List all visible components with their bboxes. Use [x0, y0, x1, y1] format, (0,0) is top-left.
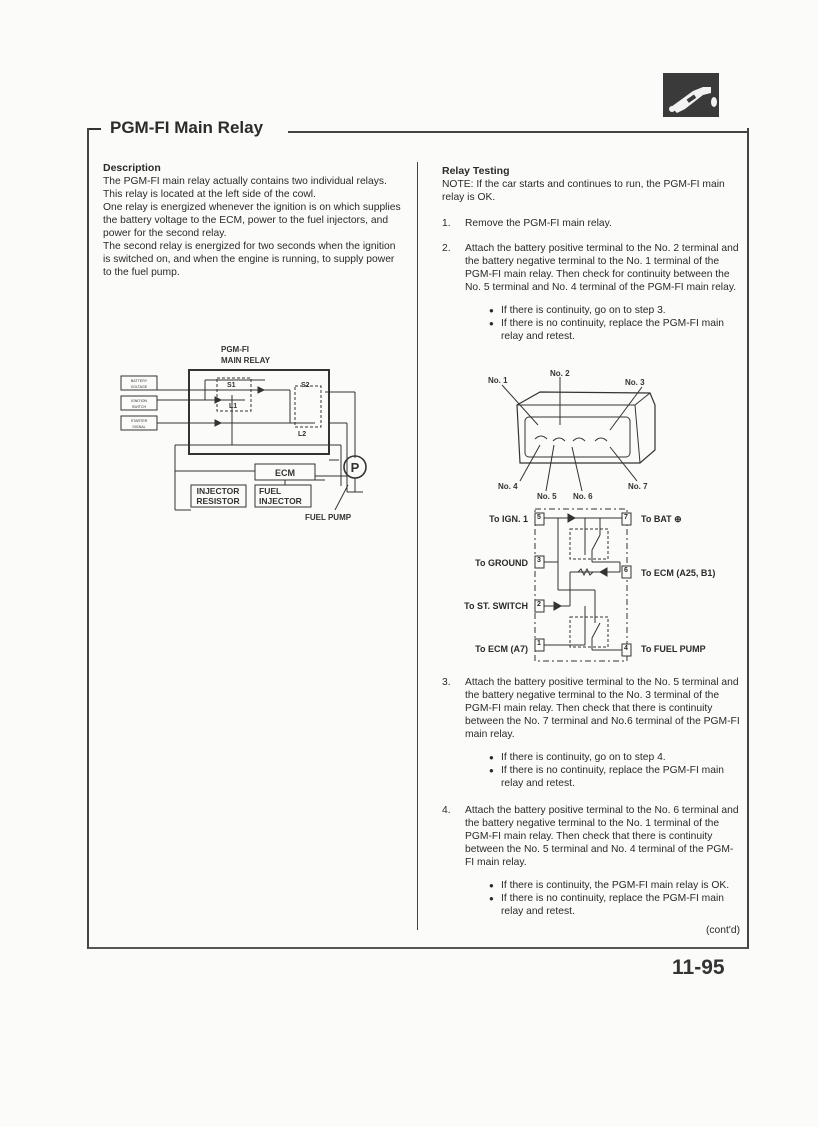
coil-label-l1: L1	[229, 403, 238, 410]
input-starter-signal	[121, 416, 157, 430]
svg-text:No. 1: No. 1	[488, 376, 508, 385]
relay-testing-section	[442, 165, 740, 343]
pin-6: 6	[624, 567, 628, 574]
column-divider	[417, 162, 418, 930]
pin-4: 4	[624, 645, 628, 652]
svg-text:No. 7: No. 7	[628, 482, 648, 491]
svg-text:FUEL: FUEL	[259, 486, 282, 496]
label-to-ign1: To IGN. 1	[489, 514, 528, 524]
description-heading: Description	[103, 162, 161, 174]
svg-text:No. 3: No. 3	[625, 378, 645, 387]
step-1: 1. Remove the PGM-FI main relay.	[442, 218, 612, 229]
fuel-pump-label: FUEL PUMP	[305, 513, 352, 522]
diagram-title-line2: MAIN RELAY	[221, 356, 271, 365]
svg-text:BATTERY: BATTERY	[130, 379, 148, 383]
step-4: 4. Attach the battery positive terminal to the No. 6 terminal and the battery negative terminal to the No. 1 terminal of the PGM-FI main relay. Then check that there is continuity between the No. 5 terminal and No. 4 terminal of the PGM-FI main relay. ● If there is continuity, the PGM-FI main relay is OK. ● If there is no continuity, replace the PGM-FI main relay and retest.	[442, 804, 740, 918]
pin-3: 3	[537, 557, 541, 564]
label-to-ecm-a7: To ECM (A7)	[475, 644, 528, 654]
diagram-title-line1: PGM-FI	[221, 345, 249, 354]
svg-text:INJECTOR: INJECTOR	[259, 496, 302, 506]
input-battery-voltage	[121, 376, 157, 390]
bullet: ● If there is no continuity, replace the PGM-FI main relay and retest.	[489, 317, 740, 343]
description-paragraph: The PGM-FI main relay actually contains two individual relays.	[103, 176, 387, 187]
svg-text:No. 5: No. 5	[537, 492, 557, 501]
switch-label-s1: S1	[227, 382, 236, 389]
page-number: 11-95	[672, 956, 725, 979]
relay-illustration	[480, 365, 660, 505]
input-ignition-switch	[121, 396, 157, 410]
fuel-injector	[255, 485, 311, 507]
svg-text:STARTER: STARTER	[130, 419, 148, 423]
label-to-fuel-pump: To FUEL PUMP	[641, 644, 706, 654]
label-to-ecm-a25-b1: To ECM (A25, B1)	[641, 568, 716, 578]
svg-text:INJECTOR: INJECTOR	[196, 486, 240, 496]
switch-label-s2: S2	[301, 382, 310, 389]
relay-testing-continued	[442, 676, 740, 937]
svg-text:No. 2: No. 2	[550, 369, 570, 378]
bullet: ● If there is continuity, the PGM-FI main relay is OK.	[489, 879, 740, 892]
svg-text:SWITCH: SWITCH	[131, 405, 147, 409]
step-3: 3. Attach the battery positive terminal to the No. 5 terminal and the battery negative terminal to the No. 3 terminal of the PGM-FI main relay. Then check that there is continuity between the No. 7 terminal and No.6 terminal of the PGM-FI main relay. ● If there is continuity, go on to step 4. ● If there is no continuity, replace the PGM-FI main relay and retest.	[442, 676, 740, 790]
bullet: ● If there is continuity, go on to step 4.	[489, 751, 740, 764]
bullet: ● If there is no continuity, replace the PGM-FI main relay and retest.	[489, 892, 740, 918]
terminal-diagram	[440, 505, 750, 665]
description-paragraph: The second relay is energized for two seconds when the ignition is switched on, and when the engine is running, to supply power to the fuel pump.	[103, 241, 396, 278]
relay-testing-heading: Relay Testing	[442, 165, 510, 177]
description-paragraph: One relay is energized whenever the ignition is on which supplies the battery voltage to the ECM, power to the fuel injectors, and power for the second relay.	[103, 202, 401, 239]
svg-text:No. 4: No. 4	[498, 482, 518, 491]
page-title: PGM-FI Main Relay	[110, 118, 264, 137]
label-to-bat: To BAT ⊕	[641, 514, 682, 524]
bullet: ● If there is continuity, go on to step 3.	[489, 304, 740, 317]
ecm-label: ECM	[275, 468, 295, 478]
label-to-st-switch: To ST. SWITCH	[464, 601, 528, 611]
coil-label-l2: L2	[298, 431, 307, 438]
svg-text:IGNITION: IGNITION	[131, 399, 147, 403]
injector-resistor	[191, 485, 246, 507]
svg-text:VOLTAGE: VOLTAGE	[130, 385, 148, 389]
description-section	[103, 162, 403, 279]
circuit-diagram	[115, 340, 380, 530]
svg-text:RESISTOR: RESISTOR	[196, 496, 240, 506]
pin-1: 1	[537, 640, 541, 647]
pin-5: 5	[537, 514, 541, 521]
label-to-ground: To GROUND	[475, 558, 528, 568]
pin-7: 7	[624, 514, 628, 521]
svg-text:P: P	[350, 460, 360, 475]
bullet: ● If there is no continuity, replace the PGM-FI main relay and retest.	[489, 764, 740, 790]
step-2: 2. Attach the battery positive terminal to the No. 2 terminal and the battery negative terminal to the No. 1 terminal of the PGM-FI main relay. Then check for continuity between the No. 5 terminal and No. 4 terminal of the PGM-FI main relay. ● If there is continuity, go on to step 3. ● If there is no continuity, replace the PGM-FI main relay and retest.	[442, 242, 740, 343]
continued-label: (cont'd)	[705, 925, 740, 936]
description-paragraph: This relay is located at the left side of the cowl.	[103, 189, 316, 200]
svg-text:SIGNAL: SIGNAL	[132, 425, 146, 429]
note: NOTE: If the car starts and continues to run, the PGM-FI main relay is OK.	[442, 179, 725, 203]
svg-text:No. 6: No. 6	[573, 492, 593, 501]
fuel-nozzle-icon	[663, 73, 719, 117]
pin-2: 2	[537, 601, 541, 608]
